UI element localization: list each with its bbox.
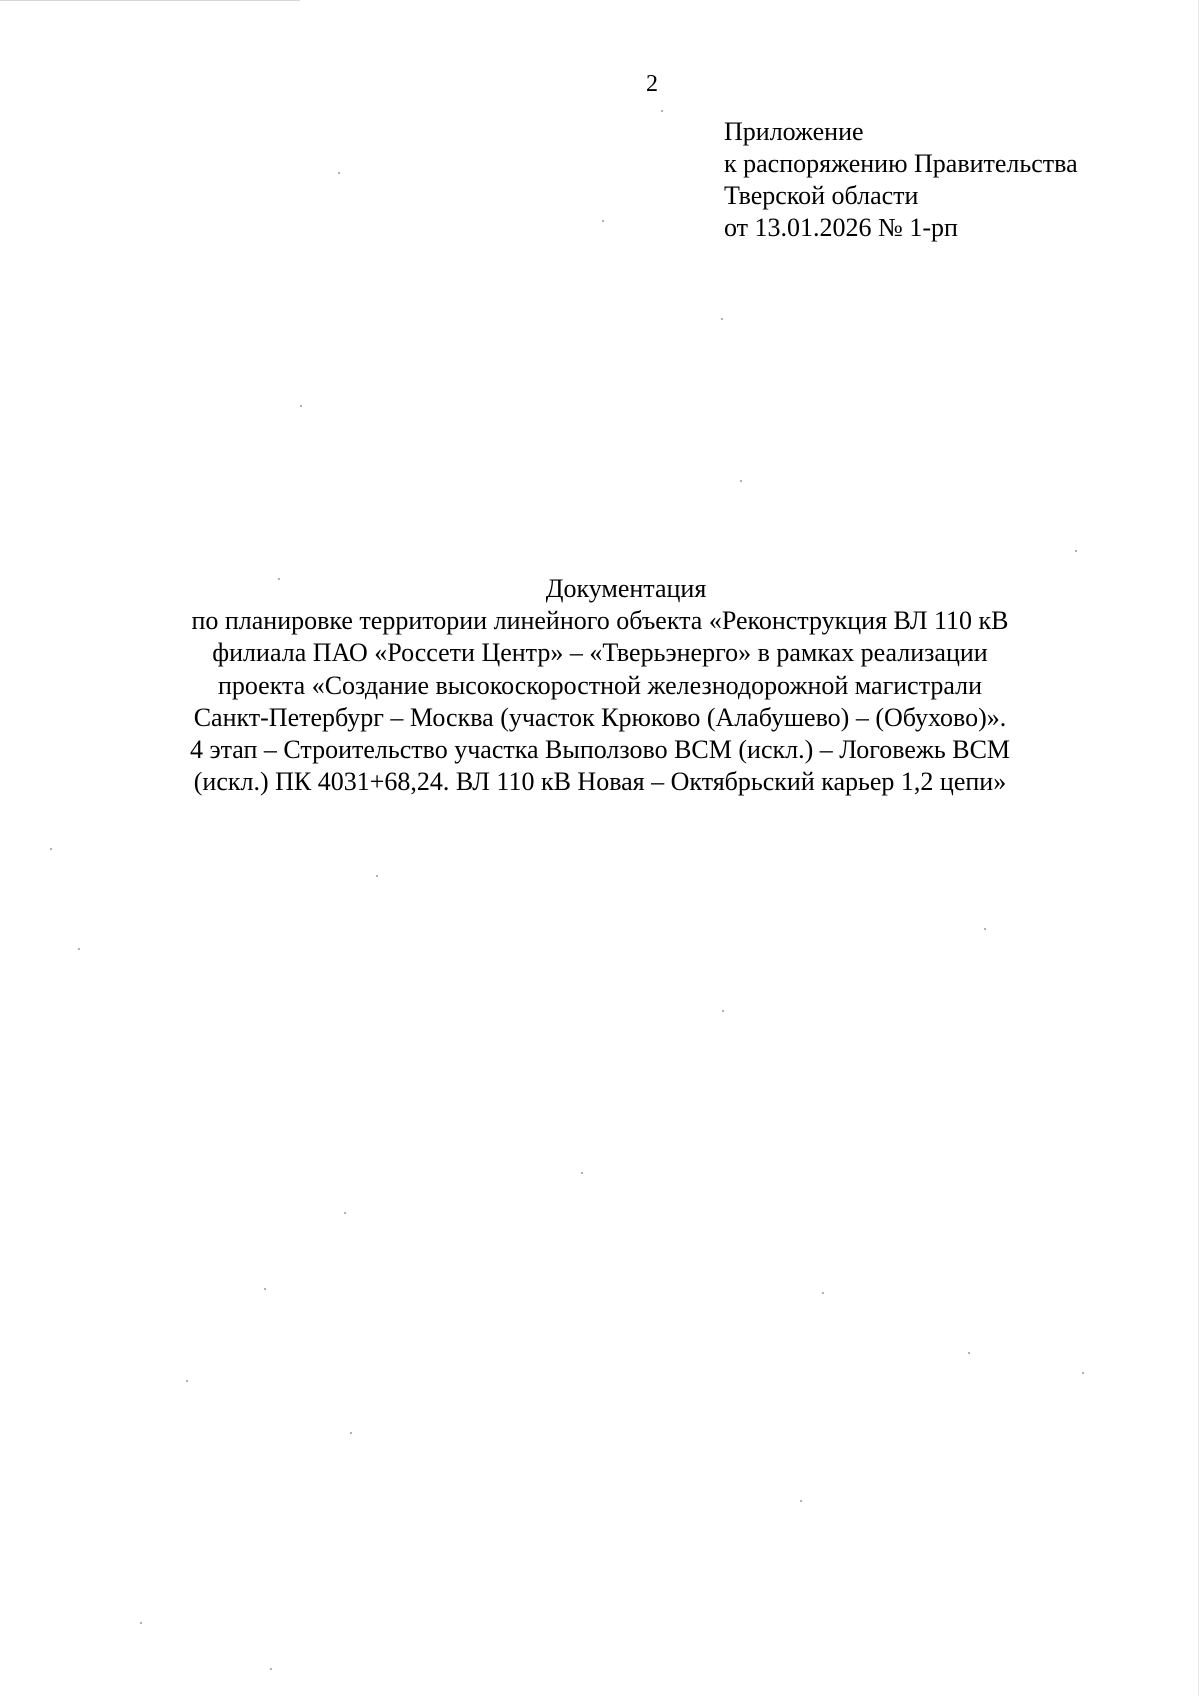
title-line-2: филиала ПАО «Россети Центр» – «Тверьэнерго» в рамках реализации — [212, 638, 988, 668]
appendix-line-3: Тверской области — [724, 181, 919, 210]
title-line-6: (искл.) ПК 4031+68,24. ВЛ 110 кВ Новая – Октябрьский карьер 1,2 цепи» — [193, 767, 1007, 797]
appendix-line-2: к распоряжению Правительства — [724, 149, 1078, 178]
scan-speck — [300, 405, 302, 407]
title-line-4: Санкт-Петербург – Москва (участок Крюково (Алабушево) – (Обухово)». — [193, 702, 1007, 732]
scan-speck — [350, 1432, 352, 1434]
scan-speck — [270, 1668, 272, 1670]
appendix-line-1: Приложение — [724, 117, 864, 146]
title-line-3: проекта «Создание высокоскоростной железнодорожной магистрали — [217, 670, 983, 700]
title-line-1: по планировке территории линейного объекта «Реконструкция ВЛ 110 кВ — [191, 606, 1009, 636]
scan-speck — [1075, 550, 1077, 552]
scan-speck — [78, 948, 80, 950]
scan-speck — [344, 1212, 346, 1214]
appendix-header — [724, 116, 1078, 244]
scan-speck — [722, 1010, 724, 1012]
scan-speck — [50, 848, 52, 850]
scan-speck — [376, 875, 378, 877]
scan-speck — [968, 1352, 970, 1354]
title-heading: Документация — [545, 574, 707, 603]
scan-speck — [984, 928, 986, 930]
scan-speck — [822, 1292, 824, 1294]
scan-speck — [800, 1500, 802, 1502]
page-number: 2 — [646, 71, 658, 97]
document-title — [0, 573, 1200, 798]
scan-edge-right — [1198, 0, 1199, 1696]
scan-speck — [661, 110, 663, 112]
scan-speck — [186, 1380, 188, 1382]
scan-edge-top — [0, 0, 300, 1]
scan-speck — [721, 318, 723, 320]
scan-speck — [1082, 1372, 1084, 1374]
scan-speck — [338, 172, 340, 174]
scan-speck — [602, 220, 604, 222]
scan-speck — [278, 578, 280, 580]
title-line-5: 4 этап – Строительство участка Выползово ВСМ (искл.) – Логовежь ВСМ — [189, 735, 1011, 765]
appendix-line-4: от 13.01.2026 № 1-рп — [724, 213, 958, 242]
scan-speck — [264, 1288, 266, 1290]
scan-speck — [581, 1172, 583, 1174]
scan-speck — [740, 480, 742, 482]
scan-speck — [140, 1622, 142, 1624]
